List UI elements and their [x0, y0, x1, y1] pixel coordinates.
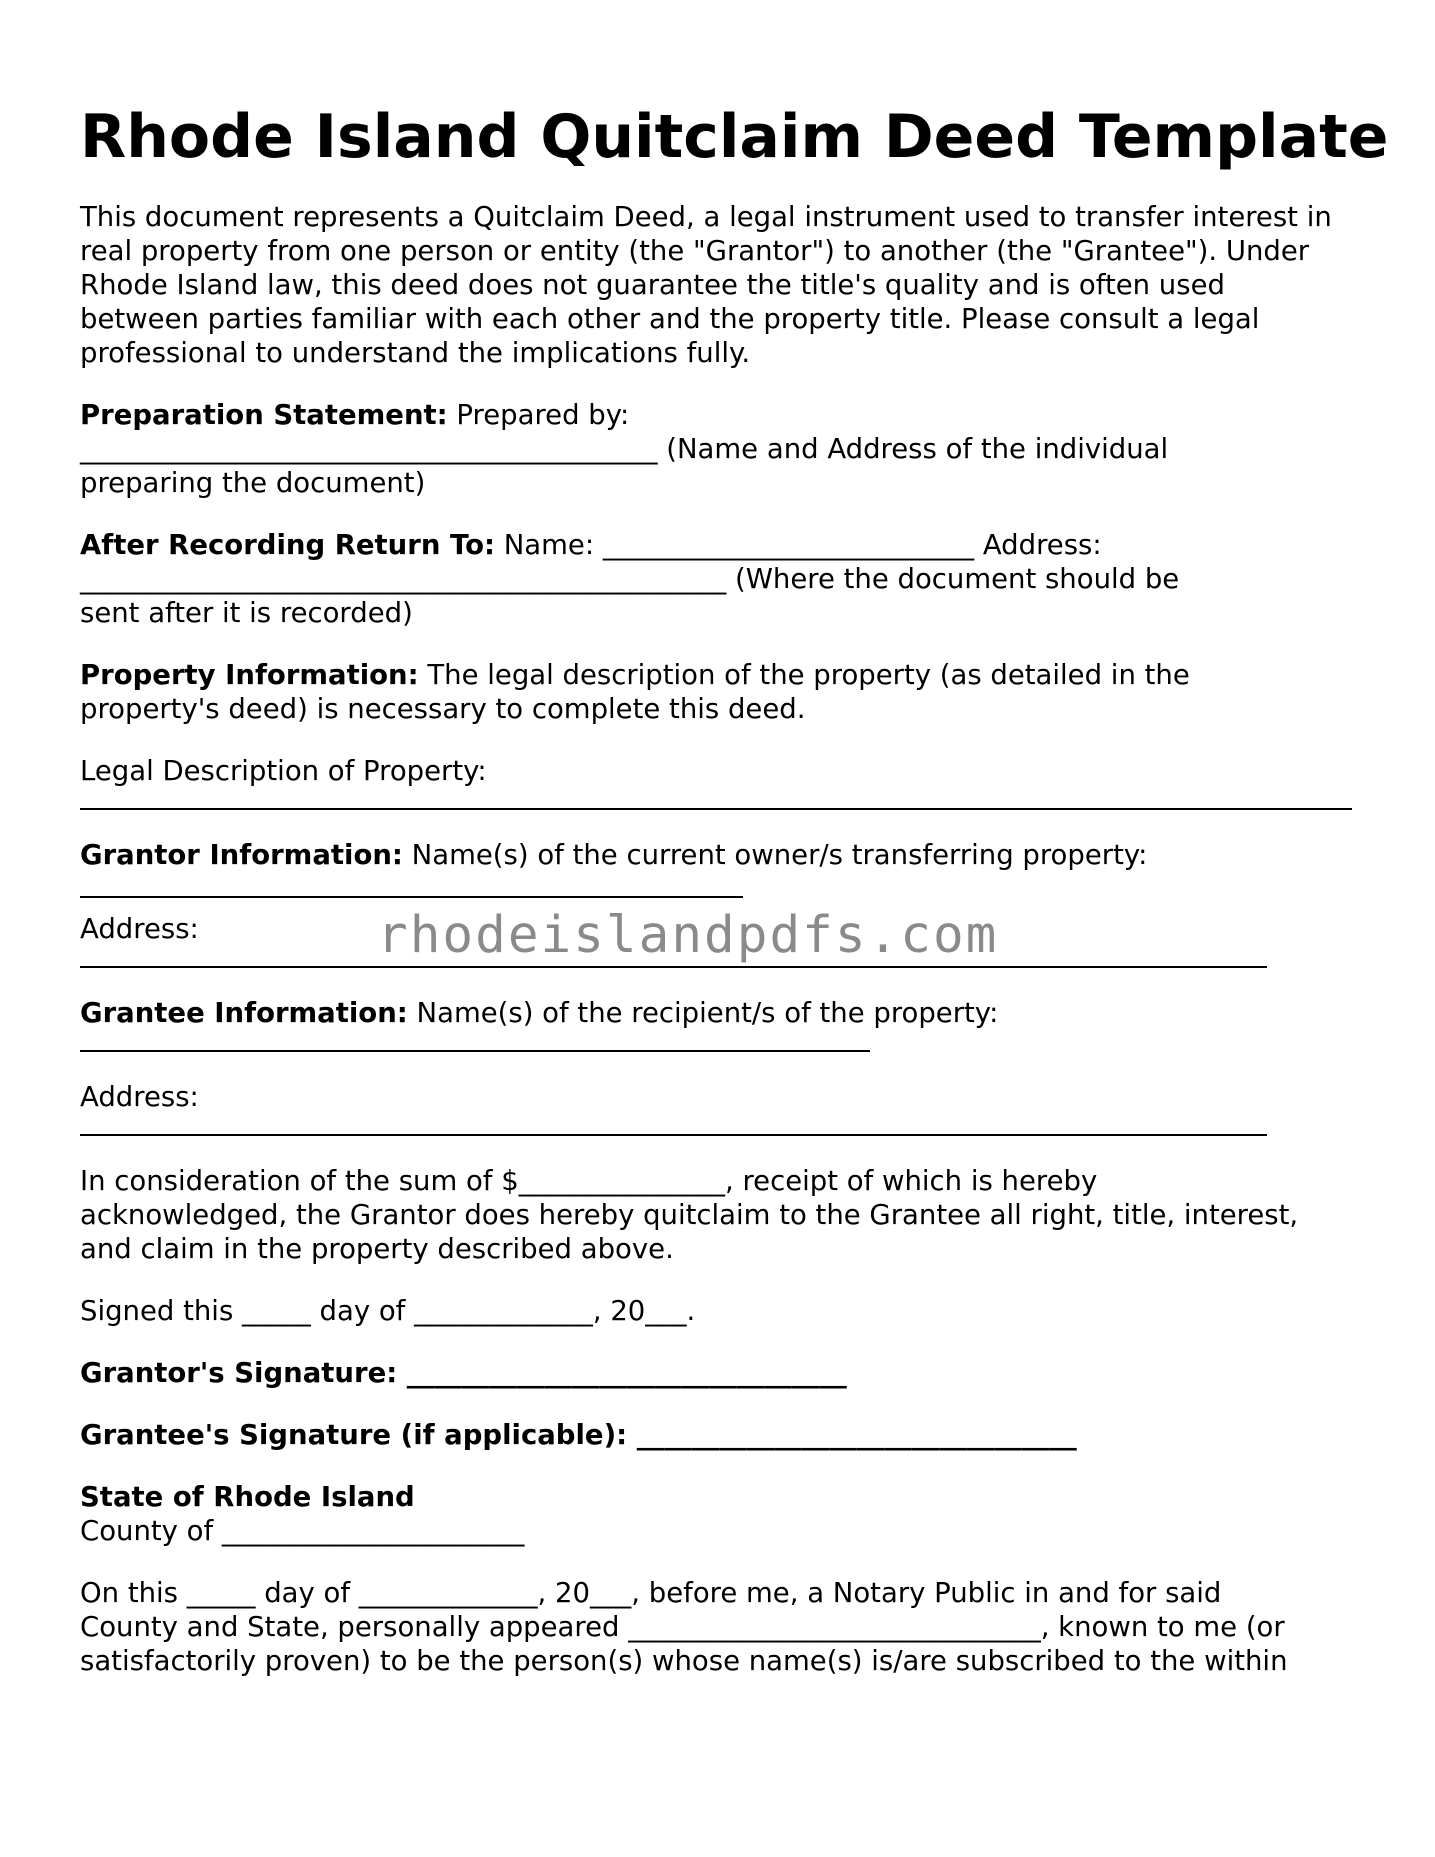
grantee-label: Grantee Information:	[80, 997, 408, 1029]
consideration-line: and claim in the property described above.	[80, 1233, 674, 1265]
notary-line: satisfactorily proven) to be the person(s) whose name(s) is/are subscribed to the within	[80, 1645, 1288, 1677]
return-to-label: After Recording Return To:	[80, 529, 495, 561]
property-text: property's deed) is necessary to complete this deed.	[80, 693, 806, 725]
notary-header	[80, 1480, 1370, 1548]
grantee-address-line	[80, 1134, 1267, 1136]
consideration-line: In consideration of the sum of $_______________, receipt of which is hereby	[80, 1165, 1098, 1197]
intro-line: between parties familiar with each other and the property title. Please consult a legal	[80, 303, 1260, 335]
return-to-name-field: Name: ___________________________ Address:	[494, 529, 1102, 561]
grantee-text: Name(s) of the recipient/s of the property:	[407, 997, 999, 1029]
signed-date-line: Signed this _____ day of _____________, 20___.	[80, 1295, 696, 1327]
intro-line: professional to understand the implications fully.	[80, 337, 751, 369]
property-information	[80, 658, 1370, 726]
return-to-note: sent after it is recorded)	[80, 597, 413, 629]
document-title: Rhode Island Quitclaim Deed Template	[80, 102, 1389, 172]
grantor-signature-line	[80, 1356, 1370, 1390]
grantor-signature-blank: ________________________________	[397, 1357, 847, 1389]
grantor-address-label: Address:	[80, 913, 199, 945]
preparation-blank-line: __________________________________________ (Name and Address of the individual	[80, 433, 1169, 465]
grantor-label: Grantor Information:	[80, 839, 403, 871]
grantor-address-line	[80, 966, 1267, 968]
notary-paragraph	[80, 1576, 1370, 1678]
consideration-line: acknowledged, the Grantor does hereby quitclaim to the Grantee all right, title, interest,	[80, 1199, 1299, 1231]
grantee-information	[80, 996, 1370, 1030]
intro-paragraph	[80, 200, 1370, 370]
preparation-note: preparing the document)	[80, 467, 426, 499]
preparation-label: Preparation Statement:	[80, 399, 448, 431]
grantee-name-line	[80, 1050, 870, 1052]
legal-description-line	[80, 808, 1352, 810]
intro-line: This document represents a Quitclaim Deed, a legal instrument used to transfer interest in	[80, 201, 1332, 233]
preparation-statement	[80, 398, 1370, 500]
intro-line: Rhode Island law, this deed does not guarantee the title's quality and is often used	[80, 269, 1225, 301]
preparation-prepared-by: Prepared by:	[447, 399, 630, 431]
grantor-text: Name(s) of the current owner/s transferring property:	[402, 839, 1148, 871]
notary-county-line: County of ______________________	[80, 1515, 525, 1547]
consideration-paragraph	[80, 1164, 1370, 1266]
grantee-address-label: Address:	[80, 1081, 199, 1113]
property-text: The legal description of the property (as detailed in the	[418, 659, 1190, 691]
legal-description-label: Legal Description of Property:	[80, 755, 487, 787]
grantor-name-line	[80, 896, 743, 898]
watermark-text: rhodeislandpdfs.com	[377, 906, 999, 965]
intro-line: real property from one person or entity (the "Grantor") to another (the "Grantee"). Under	[80, 235, 1310, 267]
deed-document	[80, 96, 1389, 1678]
notary-state-label: State of Rhode Island	[80, 1481, 415, 1513]
grantee-signature-line	[80, 1418, 1370, 1452]
grantor-information	[80, 838, 1370, 872]
notary-line: County and State, personally appeared ______________________________, known to me (or	[80, 1611, 1285, 1643]
return-to-section	[80, 528, 1370, 630]
grantee-signature-label: Grantee's Signature (if applicable):	[80, 1419, 628, 1451]
return-to-address-field: _______________________________________________ (Where the document should be	[80, 563, 1180, 595]
property-label: Property Information:	[80, 659, 419, 691]
notary-line: On this _____ day of _____________, 20___, before me, a Notary Public in and for said	[80, 1577, 1222, 1609]
grantee-signature-blank: ________________________________	[627, 1419, 1077, 1451]
grantor-signature-label: Grantor's Signature:	[80, 1357, 398, 1389]
